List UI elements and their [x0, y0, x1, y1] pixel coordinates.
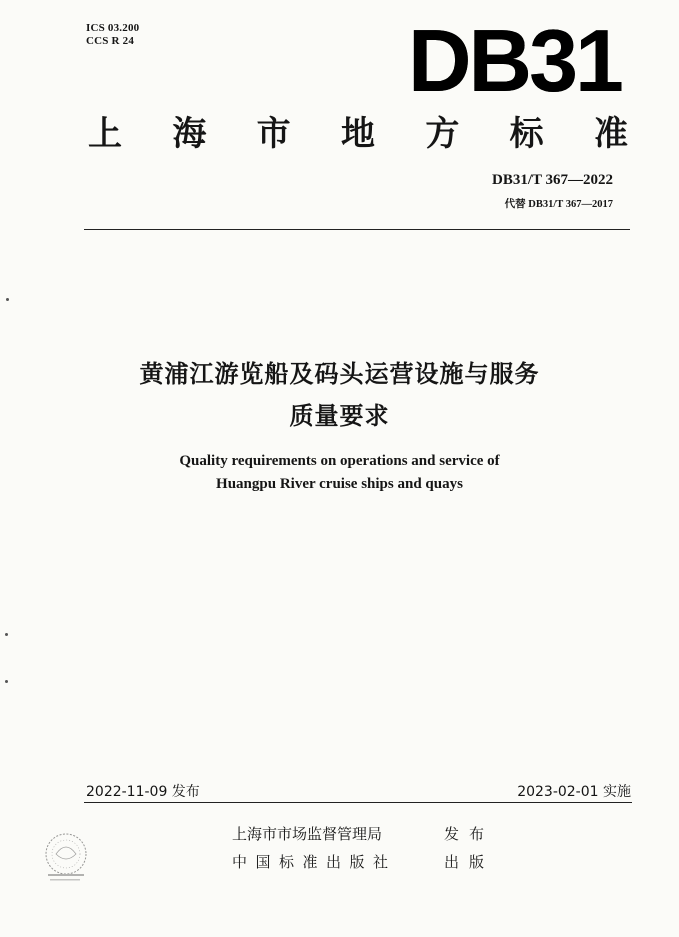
scan-mark	[6, 298, 9, 301]
standard-type-char: 市	[256, 114, 291, 154]
issue-date: 2022-11-09 发布	[86, 784, 200, 800]
issuer-row	[232, 823, 494, 844]
db31-logo-text: DB31	[408, 11, 621, 110]
standard-type-char: 准	[593, 114, 628, 154]
publisher-organization: 中国标准出版社	[232, 853, 397, 871]
header-divider	[84, 229, 630, 230]
ics-code: ICS 03.200	[86, 22, 140, 34]
issuer-organization: 上海市市场监督管理局	[232, 825, 383, 843]
standard-type-char: 海	[172, 114, 207, 154]
standard-type-char: 方	[425, 114, 460, 154]
chinese-title-line-2: 质量要求	[289, 402, 390, 430]
publisher-action: 出版	[444, 853, 495, 871]
seal-stamp-icon	[38, 830, 94, 886]
db31-logo	[408, 11, 621, 110]
publisher-row	[232, 851, 494, 872]
issuer-action: 发布	[444, 825, 495, 843]
classification-codes	[86, 22, 139, 48]
standard-type-heading	[88, 112, 628, 156]
english-title-line-1: Quality requirements on operations and service of	[179, 453, 500, 469]
ccs-code: CCS R 24	[86, 35, 135, 47]
standard-number: DB31/T 367—2022	[492, 172, 613, 188]
scan-mark	[5, 680, 8, 683]
standard-type-char: 上	[88, 114, 122, 154]
standard-type-char: 标	[509, 114, 544, 154]
english-title-line-2: Huangpu River cruise ships and quays	[216, 476, 463, 492]
standard-type-char: 地	[340, 114, 375, 154]
replaces-standard: 代替 DB31/T 367—2017	[504, 199, 613, 210]
chinese-title-line-1: 黄浦江游览船及码头运营设施与服务	[139, 360, 540, 388]
implementation-date: 2023-02-01 实施	[517, 784, 631, 800]
footer-divider	[84, 802, 632, 803]
scan-mark	[5, 633, 8, 636]
